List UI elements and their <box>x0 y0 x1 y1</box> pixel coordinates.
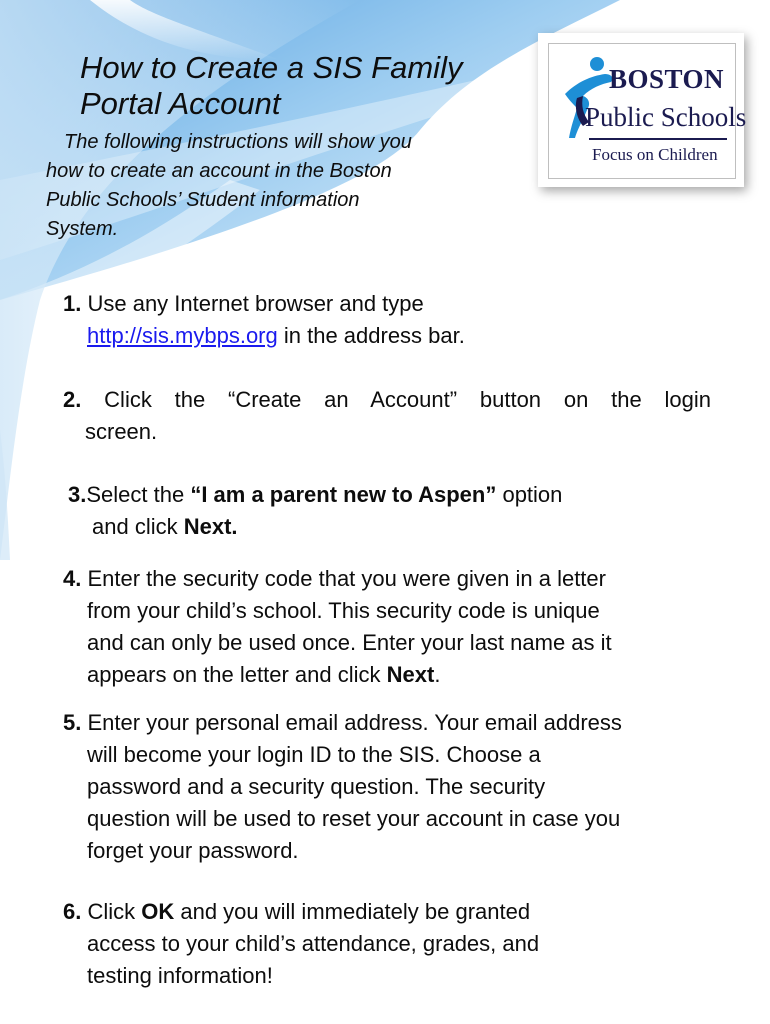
step-number: 5. <box>63 710 82 735</box>
title-line-2: Portal Account <box>80 86 281 121</box>
step-text: . <box>434 662 441 687</box>
title-line-1: How to Create a SIS Family <box>80 50 463 85</box>
intro-line-1: The following instructions will show you <box>64 131 412 153</box>
next-label: Next <box>386 662 435 687</box>
step-text: appears on the letter and click <box>87 662 387 687</box>
step-text: testing information! <box>87 963 273 988</box>
step-text: Use any Internet browser and type <box>81 291 424 316</box>
sis-link[interactable]: http://sis.mybps.org <box>87 323 278 348</box>
step-text: and can only be used once. Enter your last name as it <box>87 630 612 655</box>
step-2 <box>63 384 711 448</box>
step-text: will become your login ID to the SIS. Choose a <box>87 742 541 767</box>
step-text: forget your password. <box>87 838 299 863</box>
intro-line-3: Public Schools’ Student information <box>46 189 360 211</box>
step-text: from your child’s school. This security code is unique <box>87 598 600 623</box>
intro-line-2: how to create an account in the Boston <box>46 160 392 182</box>
step-text: Enter your personal email address. Your email address <box>81 710 622 735</box>
logo-frame <box>548 43 747 179</box>
step-text: screen. <box>85 419 158 444</box>
intro-paragraph <box>46 128 476 244</box>
step-4 <box>63 563 743 691</box>
intro-line-4: System. <box>46 218 119 240</box>
step-text: password and a security question. The security <box>87 774 546 799</box>
step-text: Enter the security code that you were given in a letter <box>81 566 606 591</box>
step-1 <box>63 288 723 352</box>
step-number: 4. <box>63 566 82 591</box>
logo-divider <box>589 138 727 140</box>
page-title <box>80 50 520 122</box>
step-text: Select the <box>86 482 191 507</box>
step-text: Click <box>81 899 142 924</box>
logo-tagline: Focus on Children <box>592 145 718 164</box>
bps-logo <box>538 33 747 187</box>
option-label: “I am a parent new to Aspen” <box>190 482 497 507</box>
step-3 <box>68 479 728 543</box>
step-text: question will be used to reset your account in case you <box>87 806 621 831</box>
step-number: 2. <box>63 387 82 412</box>
logo-public-schools-text: Public Schools <box>585 102 747 132</box>
step-number: 6. <box>63 899 82 924</box>
step-text: and click <box>92 514 184 539</box>
step-6 <box>63 896 743 992</box>
step-number: 1. <box>63 291 82 316</box>
ok-label: OK <box>141 899 175 924</box>
step-text: Click the “Create an Account” button on the login <box>81 387 711 412</box>
next-label: Next. <box>183 514 238 539</box>
step-number: 3. <box>68 482 87 507</box>
step-text: option <box>496 482 563 507</box>
step-text: access to your child’s attendance, grades, and <box>87 931 540 956</box>
step-5 <box>63 707 743 867</box>
logo-boston-text: BOSTON <box>609 64 725 94</box>
step-text: and you will immediately be granted <box>174 899 531 924</box>
step-text: in the address bar. <box>277 323 465 348</box>
